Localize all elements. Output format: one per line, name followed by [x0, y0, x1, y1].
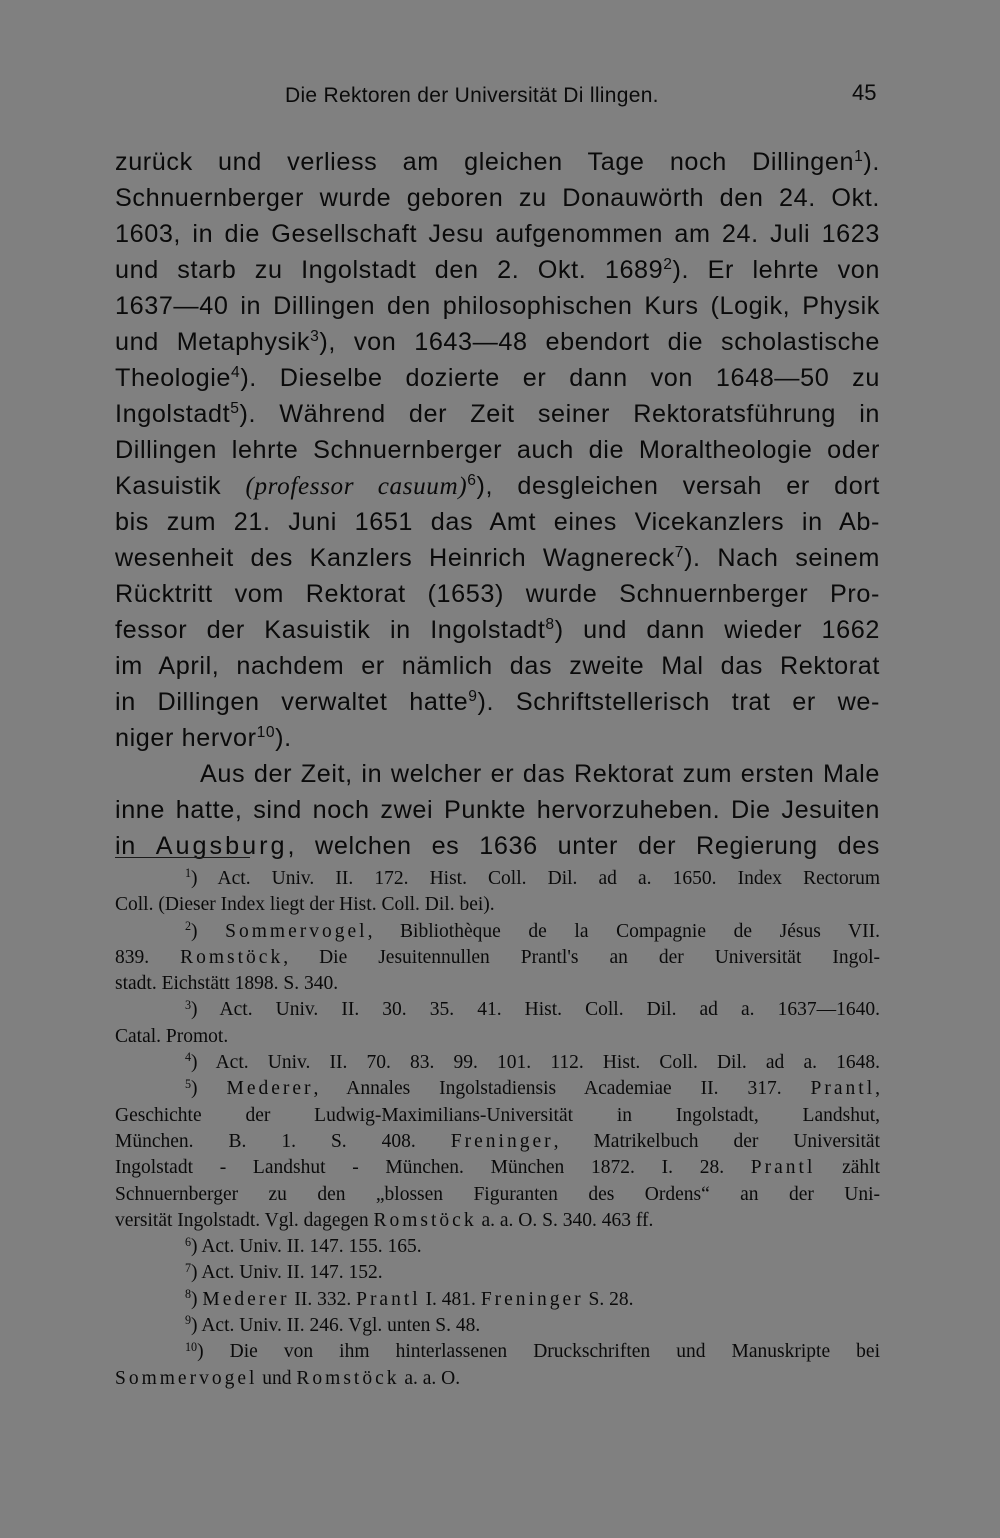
- text-line: Rücktritt vom Rektorat (1653) wurde Schnuernberger Pro-: [115, 580, 880, 608]
- footnote-ref: 2: [663, 256, 673, 274]
- italic-term: (professor casuum): [245, 473, 468, 500]
- footnotes: [115, 866, 880, 1392]
- footnote-ref: 5: [230, 400, 240, 418]
- text-line: Dillingen lehrte Schnuernberger auch die Moraltheologie oder: [115, 436, 880, 464]
- footnote-1: $^1$) Act. Univ. II. 172. Hist. Coll. Dil. ad a. 1650. Index Rectorum: [185, 866, 880, 889]
- text-line: inne hatte, sind noch zwei Punkte hervorzuheben. Die Jesuiten: [115, 796, 880, 824]
- footnote-line: stadt. Eichstätt 1898. S. 340.: [115, 973, 339, 995]
- footnote-9: $^9$) Act. Univ. II. 246. Vgl. unten S. 48.: [185, 1313, 481, 1337]
- text-line: im April, nachdem er nämlich das zweite Mal das Rektorat: [115, 652, 880, 680]
- footnote-ref: 6: [467, 472, 477, 490]
- footnote-line: Ingolstadt - Landshut - München. München 1872. I. 28. Prantl zählt: [115, 1157, 881, 1179]
- footnote-ref: 7: [674, 544, 685, 562]
- text-line: und starb zu Ingolstadt den 2. Okt. 1689$^2$). Er lehrte von: [115, 256, 880, 284]
- footnote-line: versität Ingolstadt. Vgl. dagegen Romstöck a. a. O. S. 340. 463 ff.: [115, 1209, 654, 1231]
- footnote-ref: 1: [854, 148, 864, 166]
- main-text: [115, 144, 880, 864]
- page-header: [0, 80, 1000, 120]
- footnote-ref: 8: [545, 616, 555, 634]
- text-line: fessor der Kasuistik in Ingolstadt$^8$) und dann wieder 1662: [115, 616, 880, 644]
- text-line: Kasuistik (professor casuum)$^6$), desgleichen versah er dort: [115, 472, 880, 500]
- text-line: Ingolstadt$^5$). Während der Zeit seiner Rektoratsführung in: [115, 400, 880, 428]
- text-line: in Dillingen verwaltet hatte$^9$). Schriftstellerisch trat er we-: [115, 688, 880, 716]
- text-line: in Augsburg, welchen es 1636 unter der Regierung des: [115, 832, 880, 860]
- footnote-line: München. B. 1. S. 408. Freninger, Matrikelbuch der Universität: [115, 1130, 880, 1152]
- footnote-line: Schnuernberger zu den „blossen Figuranten des Ordens“ an der Uni-: [115, 1183, 880, 1205]
- text-line: niger hervor$^{10}$).: [115, 724, 292, 752]
- footnote-line: Sommervogel und Romstöck a. a. O.: [115, 1367, 461, 1389]
- footnote-ref: 4: [231, 364, 241, 382]
- text-line: 1637—40 in Dillingen den philosophischen Kurs (Logik, Physik: [115, 292, 880, 320]
- footnote-ref: 9: [468, 688, 478, 706]
- footnote-ref: 3: [310, 328, 320, 346]
- footnote-ref: 10: [256, 724, 276, 742]
- footnote-line: Geschichte der Ludwig-Maximilians-Universität in Ingolstadt, Landshut,: [115, 1104, 880, 1126]
- footnote-3: $^3$) Act. Univ. II. 30. 35. 41. Hist. Coll. Dil. ad a. 1637—1640.: [185, 997, 880, 1021]
- text-line: Theologie$^4$). Dieselbe dozierte er dann von 1648—50 zu: [115, 364, 880, 392]
- footnote-line: 839. Romstöck, Die Jesuitennullen Prantl's an der Universität Ingol-: [115, 946, 881, 968]
- footnote-4: $^4$) Act. Univ. II. 70. 83. 99. 101. 112. Hist. Coll. Dil. ad a. 1648.: [185, 1050, 880, 1074]
- footnote-2: $^2$) Sommervogel, Bibliothèque de la Compagnie de Jésus VII.: [185, 918, 880, 942]
- footnote-divider: [115, 857, 250, 858]
- text-line: und Metaphysik$^3$), von 1643—48 ebendort die scholastische: [115, 328, 880, 356]
- spaced-name: Augsburg: [155, 832, 288, 860]
- footnote-8: $^8$) Mederer II. 332. Prantl I. 481. Freninger S. 28.: [185, 1287, 634, 1310]
- text-line: wesenheit des Kanzlers Heinrich Wagnereck$^7$). Nach seinem: [115, 544, 880, 572]
- footnote-line: Coll. (Dieser Index liegt der Hist. Coll. Dil. bei).: [115, 894, 495, 916]
- footnote-5: $^5$) Mederer, Annales Ingolstadiensis Academiae II. 317. Prantl,: [185, 1076, 881, 1100]
- footnote-line: Catal. Promot.: [115, 1025, 229, 1047]
- text-line: 1603, in die Gesellschaft Jesu aufgenommen am 24. Juli 1623: [115, 220, 880, 248]
- text-line: zurück und verliess am gleichen Tage noch Dillingen$^1$).: [115, 148, 880, 176]
- page-number: 45: [852, 80, 877, 105]
- footnote-7: $^7$) Act. Univ. II. 147. 152.: [185, 1260, 383, 1284]
- paragraph-start-line: Aus der Zeit, in welcher er das Rektorat zum ersten Male: [200, 760, 880, 788]
- footnote-6: $^6$) Act. Univ. II. 147. 155. 165.: [185, 1234, 422, 1258]
- text-line: bis zum 21. Juni 1651 das Amt eines Vicekanzlers in Ab-: [115, 508, 880, 536]
- footnote-10: $^{10}$) Die von ihm hinterlassenen Druckschriften und Manuskripte bei: [185, 1339, 880, 1363]
- running-title: Die Rektoren der Universität Di llingen.: [285, 84, 659, 107]
- text-line: Schnuernberger wurde geboren zu Donauwörth den 24. Okt.: [115, 184, 880, 212]
